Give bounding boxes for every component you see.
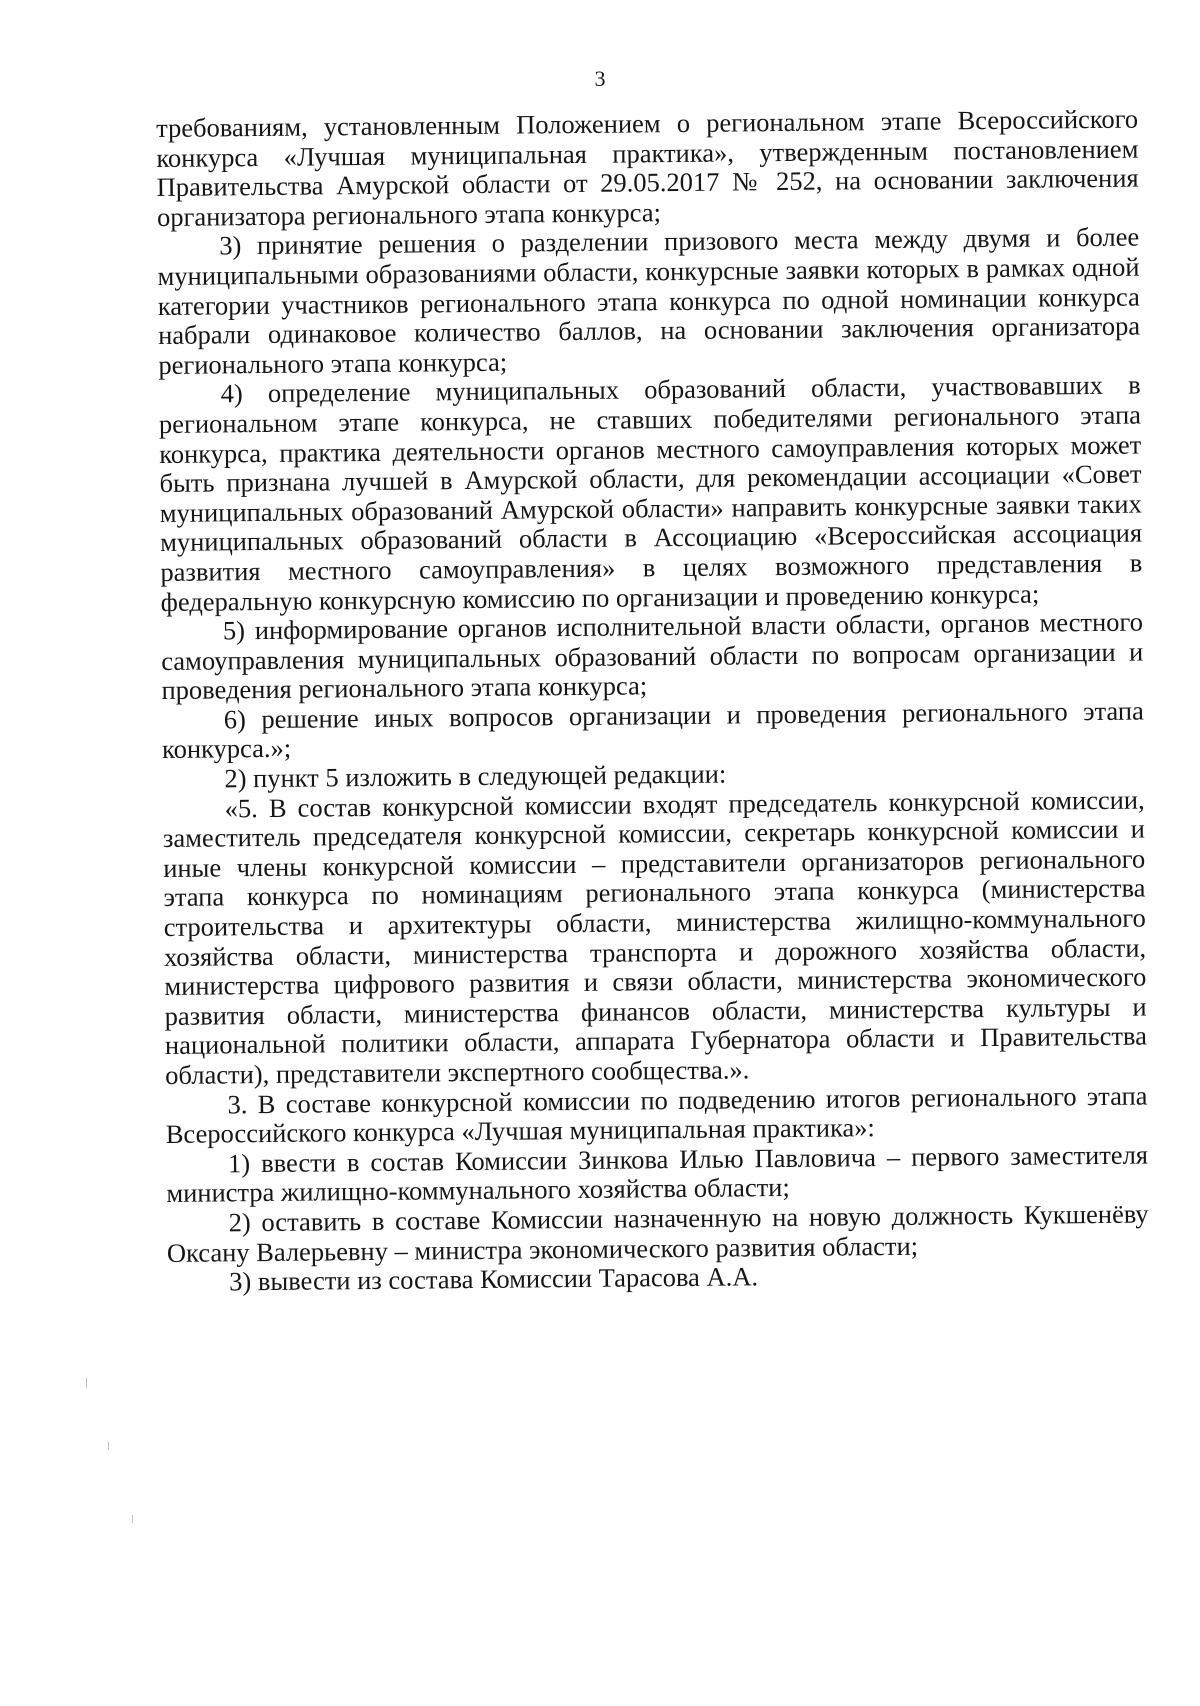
scan-artifact xyxy=(108,1442,109,1450)
paragraph-point-5-composition: «5. В состав конкурсной комиссии входят председатель конкурсной комиссии, заместитель председателя конкурсной комиссии, секретарь конкурсной комиссии и иные члены конкурсной комиссии – представители организаторов регионального этапа конкурса по номинациям регионального этапа конкурса (министерства строительства и архитектуры области, министерства жилищно-коммунального хозяйства области, министерства транспорта и дорожного хозяйства области, министерства цифрового развития и связи области, министерства экономического развития области, министерства финансов области, министерства культуры и национальной политики области, аппарата Губернатора области и Правительства области), представители экспертного сообщества.». xyxy=(162,784,1148,1090)
paragraph-section-3-item-1: 1) ввести в состав Комиссии Зинкова Илью Павловича – первого заместителя министра жилищно-коммунального хозяйства области; xyxy=(166,1139,1149,1209)
paragraph-item-4-determination: 4) определение муниципальных образований области, участвовавших в региональном этапе конкурса, не ставших победителями регионального этапа конкурса, практика деятельности органов местного самоуправления которых может быть признана лучшей в Амурской области, для рекомендации ассоциации «Совет муниципальных образований Амурской области» направить конкурсные заявки таких муниципальных образований области в Ассоциацию «Всероссийская ассоциация развития местного самоуправления» в целях возможного представления в федеральную конкурсную комиссию по организации и проведению конкурса; xyxy=(158,369,1143,617)
paragraph-section-3: 3. В составе конкурсной комиссии по подведению итогов регионального этапа Всероссийского конкурса «Лучшая муниципальная практика»: xyxy=(165,1080,1148,1150)
document-body xyxy=(156,105,1149,1298)
paragraph-section-3-item-3: 3) вывести из состава Комиссии Тарасова А.А. xyxy=(229,1261,759,1297)
paragraph-point-2-amendment: 2) пункт 5 изложить в следующей редакции: xyxy=(224,758,727,794)
paragraph-item-3-decision: 3) принятие решения о разделении призового места между двумя и более муниципальными образованиями области, конкурсные заявки которых в рамках одной категории участников регионального этапа конкурса по одной номинации конкурса набрали одинаковое количество баллов, на основании заключения организатора регионального этапа конкурса; xyxy=(157,221,1141,380)
scan-artifact xyxy=(132,1515,133,1523)
paragraph-section-3-item-2: 2) оставить в составе Комиссии назначенную на новую должность Кукшенёву Оксану Валерьевну – министра экономического развития области; xyxy=(166,1198,1149,1268)
paragraph-item-6-other: 6) решение иных вопросов организации и проведения регионального этапа конкурса.»; xyxy=(161,695,1144,765)
scan-artifact xyxy=(86,1378,87,1388)
paragraph-continuation: требованиям, установленным Положением о региональном этапе Всероссийского конкурса «Лучшая муниципальная практика», утвержденным постановлением Правительства Амурской области от 29.05.2017 № 252, на основании заключения организатора регионального этапа конкурса; xyxy=(155,103,1139,232)
paragraph-item-5-informing: 5) информирование органов исполнительной власти области, органов местного самоуправления муниципальных образований области по вопросам организации и проведения регионального этапа конкурса; xyxy=(161,606,1144,706)
page-number: 3 xyxy=(594,66,606,91)
